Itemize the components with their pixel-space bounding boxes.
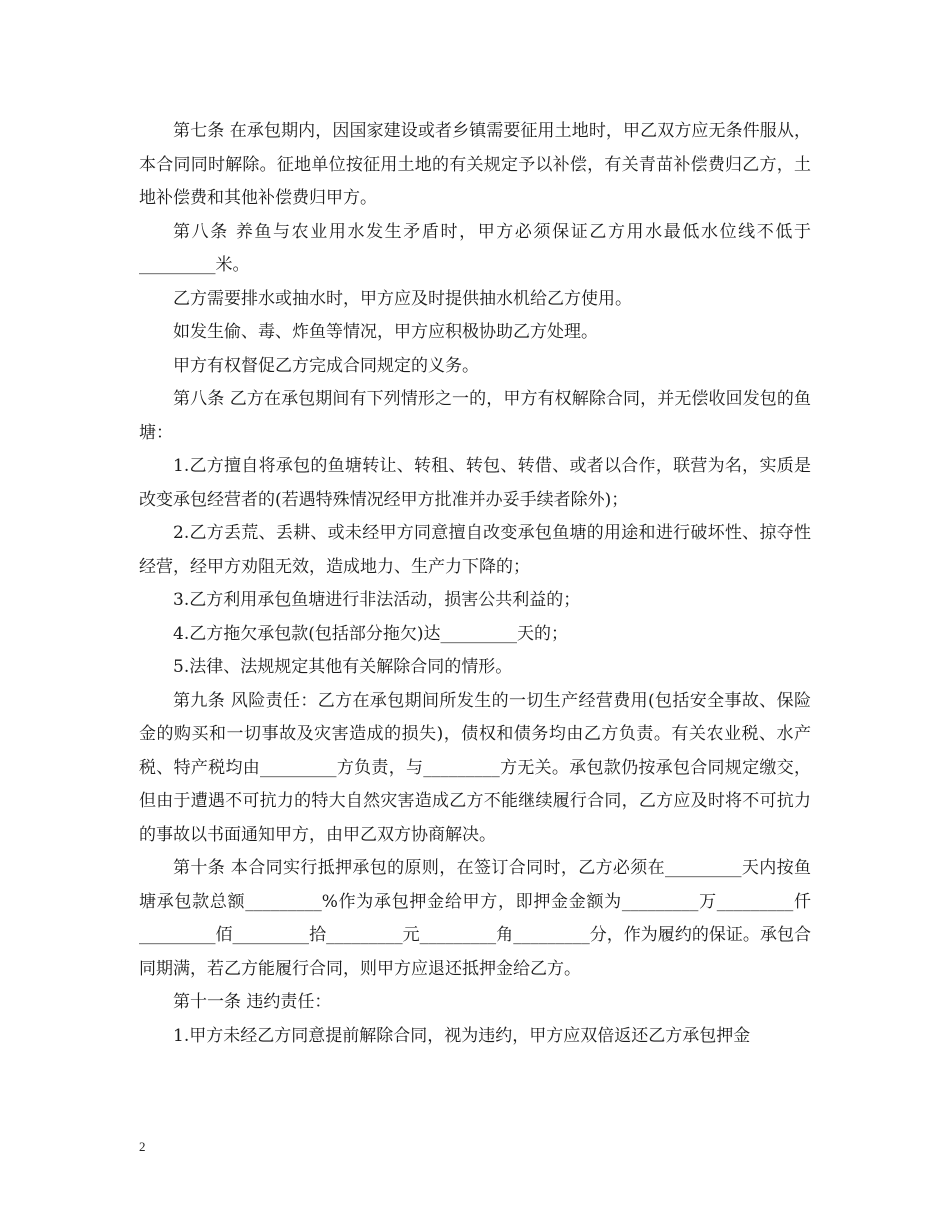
clause-8-drainage: 乙方需要排水或抽水时，甲方应及时提供抽水机给乙方使用。 bbox=[173, 288, 632, 309]
clause-10-deposit: 第十条 本合同实行抵押承包的原则，在签订合同时，乙方必须在_________天内按鱼塘承包款总额_________%作为承包押金给甲方，即押金金额为_________万_________仟_________佰_________拾_________元_________角_________分，作为履约的保证。承包合同期满，若乙方能履行合同，则甲方应退还抵押金给乙方。 bbox=[139, 858, 811, 979]
clause-8-supervision: 甲方有权督促乙方完成合同规定的义务。 bbox=[173, 355, 479, 376]
clause-8-water-level: 第八条 养鱼与农业用水发生矛盾时，甲方必须保证乙方用水最低水位线不低于_________米。 bbox=[139, 221, 811, 275]
termination-item-5: 5.法律、法规规定其他有关解除合同的情形。 bbox=[173, 657, 513, 677]
clause-8-theft: 如发生偷、毒、炸鱼等情况，甲方应积极协助乙方处理。 bbox=[173, 322, 598, 342]
termination-item-4: 4.乙方拖欠承包款(包括部分拖欠)达_________天的； bbox=[173, 623, 568, 644]
document-body bbox=[139, 115, 811, 1053]
termination-item-1: 1.乙方擅自将承包的鱼塘转让、转租、转包、转借、或者以合作，联营为名，实质是改变承包经营者的(若遇特殊情况经甲方批准并办妥手续者除外)； bbox=[139, 456, 811, 510]
breach-item-1: 1.甲方未经乙方同意提前解除合同，视为违约，甲方应双倍返还乙方承包押金 bbox=[173, 1025, 751, 1046]
clause-7: 第七条 在承包期内，因国家建设或者乡镇需要征用土地时，甲乙双方应无条件服从，本合同同时解除。征地单位按征用土地的有关规定予以补偿，有关青苗补偿费归乙方，土地补偿费和其他补偿费归甲方。 bbox=[139, 121, 811, 208]
termination-item-2: 2.乙方丢荒、丢耕、或未经甲方同意擅自改变承包鱼塘的用途和进行破坏性、掠夺性经营，经甲方劝阻无效，造成地力、生产力下降的； bbox=[139, 523, 811, 577]
termination-item-3: 3.乙方利用承包鱼塘进行非法活动，损害公共利益的； bbox=[173, 590, 581, 610]
page-number: 2 bbox=[139, 1139, 146, 1154]
clause-8-termination: 第八条 乙方在承包期间有下列情形之一的，甲方有权解除合同，并无偿收回发包的鱼塘： bbox=[139, 389, 811, 443]
clause-11-heading: 第十一条 违约责任： bbox=[173, 992, 332, 1012]
clause-9-risk: 第九条 风险责任：乙方在承包期间所发生的一切生产经营费用(包括安全事故、保险金的购买和一切事故及灾害造成的损失)，债权和债务均由乙方负责。有关农业税、水产税、特产税均由_________方负责，与_________方无关。承包款仍按承包合同规定缴交，但由于遭遇不可抗力的特大自然灾害造成乙方不能继续履行合同，乙方应及时将不可抗力的事故以书面通知甲方，由甲乙双方协商解决。 bbox=[139, 690, 811, 845]
